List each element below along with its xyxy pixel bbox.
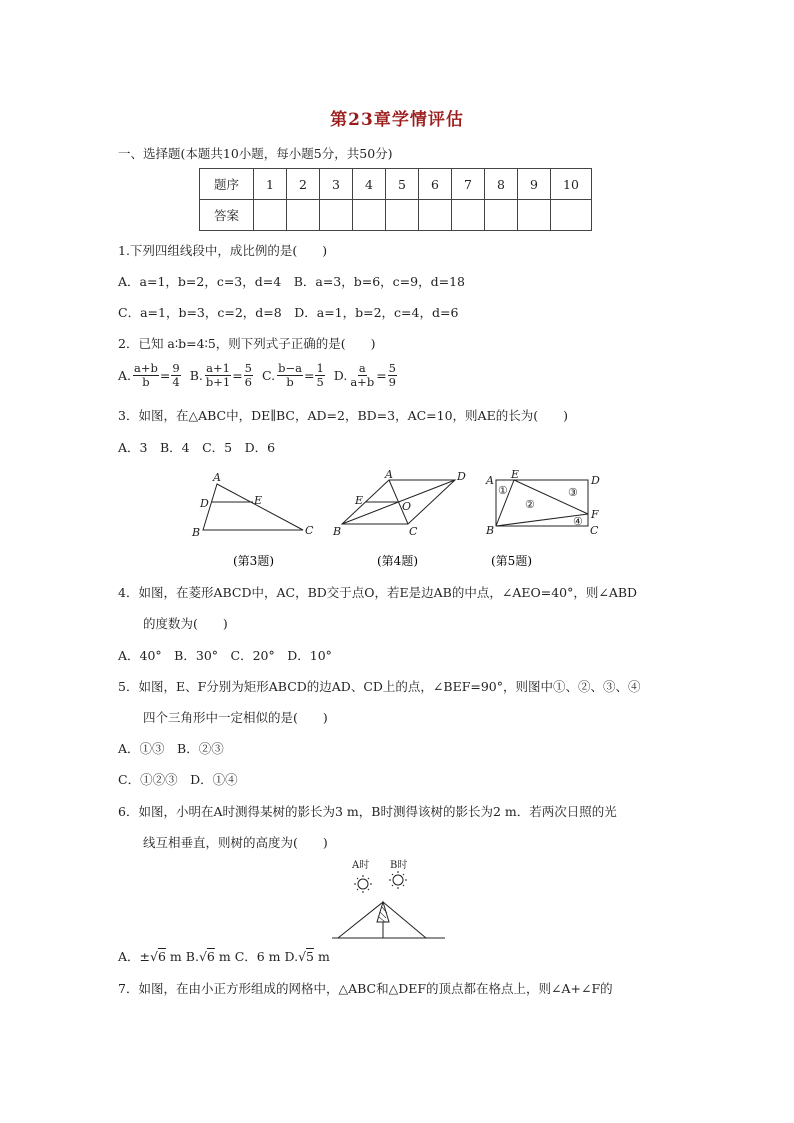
q6-option-b: B. — [185, 949, 199, 964]
q6-root-6: 6 — [157, 949, 166, 964]
section-heading: 一、选择题(本题共10小题，每小题5分，共50分) — [118, 146, 393, 161]
fig5-label-b: B — [486, 524, 495, 537]
q2-option-b: B. $\frac{a+1}{b+1}$ = $\frac{5}{6}$ — [189, 361, 252, 389]
table-number: 2 — [287, 169, 320, 200]
q6-root-6b: 6 — [206, 949, 215, 964]
answer-cell[interactable] — [518, 200, 551, 231]
table-header-order: 题序 — [200, 169, 254, 200]
fig3-label-c: C — [305, 524, 314, 537]
q6-options: A．±√6 m B.√6 m C．6 m D.√5 m — [118, 949, 330, 964]
table-number: 10 — [551, 169, 592, 200]
table-number: 5 — [386, 169, 419, 200]
table-number: 3 — [320, 169, 353, 200]
q3-stem: 3．如图，在△ABC中，DE∥BC，AD=2，BD=3，AC=10，则AE的长为( ) — [118, 408, 568, 423]
q1-options-cd: C．a=1，b=3，c=2，d=8 D．a=1，b=2，c=4，d=6 — [118, 305, 459, 320]
q6-stem-cont: 线互相垂直，则树的高度为( ) — [143, 835, 328, 850]
q5-stem: 5．如图，E、F分别为矩形ABCD的边AD、CD上的点，∠BEF=90°，则图中①、②、③、④ — [118, 679, 641, 694]
fig4-label-c: C — [409, 525, 418, 538]
q2-options — [118, 362, 406, 389]
q6-stem: 6．如图，小明在A时测得某树的影长为3 m，B时测得该树的影长为2 m．若两次日照的光 — [118, 804, 617, 819]
fig5-label-d: D — [591, 474, 600, 487]
fig3-label-b: B — [192, 526, 201, 539]
q6-option-d: D. — [284, 949, 299, 964]
answer-cell[interactable] — [551, 200, 592, 231]
table-number: 9 — [518, 169, 551, 200]
fig4-label-o: O — [402, 500, 412, 513]
q2-option-c: C. $\frac{b-a}{b}$ = $\frac{1}{5}$ — [262, 361, 324, 389]
fig4-label-a: A — [385, 468, 393, 481]
page-title: 第23章学情评估 — [330, 110, 464, 130]
q6-root-5: 5 — [306, 949, 314, 964]
q1-options-ab: A．a=1，b=2，c=3，d=4 B．a=3，b=6，c=9，d=18 — [118, 274, 465, 289]
q5-options-cd: C．①②③ D．①④ — [118, 772, 238, 787]
fig5-label-c: C — [590, 524, 599, 537]
fig4-label-e: E — [355, 494, 364, 507]
answer-table — [199, 168, 592, 231]
answer-cell[interactable] — [353, 200, 386, 231]
table-header-answer: 答案 — [200, 200, 254, 231]
sqrt-sign: √ — [198, 949, 207, 964]
fig5-label-e: E — [511, 468, 520, 481]
fig5-caption: (第5题) — [491, 554, 532, 568]
figure-6 — [330, 856, 450, 942]
q6-option-a: A．± — [118, 949, 151, 964]
fig4-label-d: D — [457, 470, 466, 483]
q6-option-c: C．6 m — [234, 949, 281, 964]
fig5-region-3: ③ — [568, 486, 578, 499]
q4-stem-cont: 的度数为( ) — [143, 616, 228, 631]
fig4-caption: (第4题) — [377, 554, 418, 568]
q2-stem: 2．已知 a∶b=4∶5，则下列式子正确的是( ) — [118, 336, 376, 351]
answer-cell[interactable] — [287, 200, 320, 231]
q1-stem: 1.下列四组线段中，成比例的是( ) — [118, 243, 328, 258]
q2-option-d: D. $\frac{a}{a+b}$ = $\frac{5}{9}$ — [333, 361, 396, 389]
q5-stem-cont: 四个三角形中一定相似的是( ) — [143, 710, 328, 725]
fig4-label-b: B — [333, 525, 342, 538]
sqrt-sign: √ — [150, 949, 158, 964]
fig5-region-2: ② — [525, 498, 535, 511]
answer-cell[interactable] — [386, 200, 419, 231]
q4-options: A．40° B．30° C．20° D．10° — [118, 648, 332, 663]
fig5-region-1: ① — [498, 484, 508, 497]
q2-option-a: A. $\frac{a+b}{b}$ = $\frac{9}{4}$ — [118, 361, 180, 389]
table-number: 7 — [452, 169, 485, 200]
fig3-caption: (第3题) — [233, 554, 274, 568]
figure-3 — [203, 484, 303, 530]
table-number: 8 — [485, 169, 518, 200]
answer-cell[interactable] — [254, 200, 287, 231]
answer-cell[interactable] — [419, 200, 452, 231]
q4-stem: 4．如图，在菱形ABCD中，AC，BD交于点O，若E是边AB的中点，∠AEO=40°，则∠ABD — [118, 585, 638, 600]
q7-stem: 7．如图，在由小正方形组成的网格中，△ABC和△DEF的顶点都在格点上，则∠A+∠F的 — [118, 981, 613, 996]
answer-cell[interactable] — [320, 200, 353, 231]
fig3-label-e: E — [254, 494, 263, 507]
fig3-label-a: A — [213, 471, 221, 484]
table-number: 4 — [353, 169, 386, 200]
table-number: 6 — [419, 169, 452, 200]
fig6-label-a-time: A时 — [352, 860, 370, 871]
figures-row — [185, 468, 615, 572]
q5-options-ab: A．①③ B．②③ — [118, 741, 224, 756]
q3-options: A．3 B．4 C．5 D．6 — [118, 440, 276, 455]
answer-cell[interactable] — [485, 200, 518, 231]
fig5-label-a: A — [486, 474, 494, 487]
answer-cell[interactable] — [452, 200, 485, 231]
table-number: 1 — [254, 169, 287, 200]
sqrt-sign: √ — [298, 949, 307, 964]
fig5-region-4: ④ — [573, 515, 583, 528]
fig5-label-f: F — [591, 508, 599, 521]
fig6-label-b-time: B时 — [390, 860, 408, 871]
fig3-label-d: D — [200, 497, 209, 510]
